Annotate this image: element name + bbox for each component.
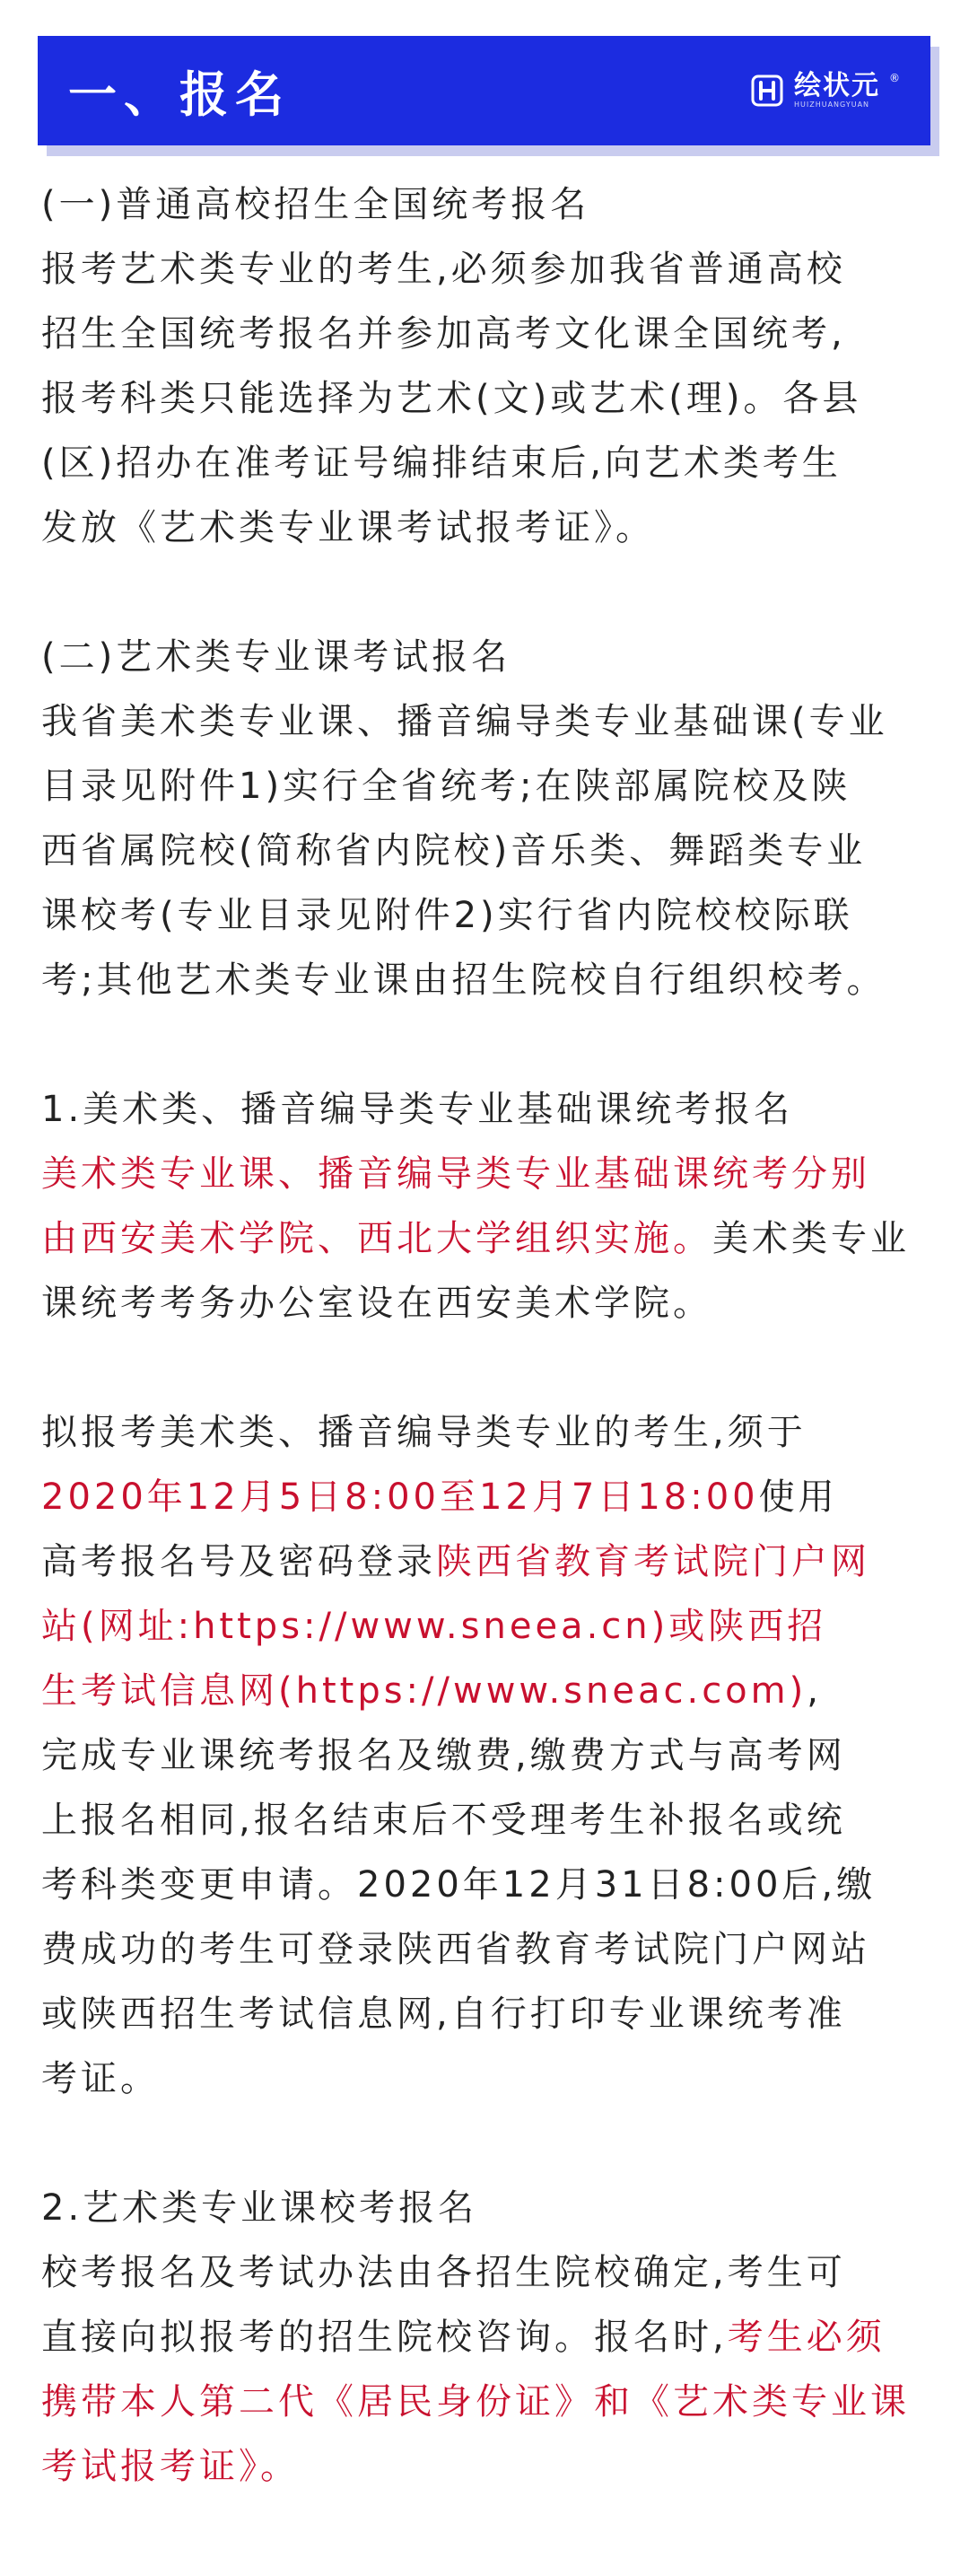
text-line [41, 1271, 930, 1336]
body-text: 目录见附件1)实行全省统考;在陕部属院校及陕 [41, 766, 851, 807]
body-text: 1.美术类、播音编导类专业基础课统考报名 [41, 1089, 794, 1130]
text-line [41, 1529, 930, 1594]
highlight-text: 陕西省教育考试院门户网 [436, 1541, 870, 1582]
page-title: 一、报名 [68, 66, 291, 123]
body-text: , [807, 1670, 822, 1712]
text-line [41, 302, 930, 366]
text-line [41, 1077, 930, 1142]
brand-subtitle: HUIZHUANGYUAN [794, 101, 870, 109]
body-text: 高考报名号及密码登录 [41, 1541, 436, 1582]
body-text: 报考艺术类专业的考生,必须参加我省普通高校 [41, 249, 846, 290]
text-line [41, 172, 930, 237]
highlight-text: 生考试信息网(https://www.sneac.com) [41, 1670, 808, 1712]
body-text: (区)招办在准考证号编排结束后,向艺术类考生 [41, 442, 842, 484]
body-text: 考科类变更申请。2020年12月31日8:00后,缴 [41, 1864, 877, 1906]
highlight-text: 考生必须 [727, 2317, 886, 2358]
body-text: 上报名相同,报名结束后不受理考生补报名或统 [41, 1800, 846, 1841]
paragraph-gap [41, 2111, 930, 2176]
paragraph [41, 172, 930, 560]
text-line [41, 237, 930, 302]
body-text: 考;其他艺术类专业课由招生院校自行组织校考。 [41, 959, 886, 1001]
highlight-text: 站(网址:https://www.sneea.cn)或陕西招 [41, 1606, 827, 1647]
text-line [41, 1142, 930, 1206]
paragraph [41, 1400, 930, 2111]
brand-name: 绘状元 [794, 70, 880, 101]
body-text: 直接向拟报考的招生院校咨询。报名时, [41, 2317, 728, 2358]
paragraph [41, 2176, 930, 2499]
text-line [41, 2305, 930, 2370]
text-line [41, 883, 930, 948]
text-line [41, 1400, 930, 1465]
highlight-text: 考试报考证》。 [41, 2446, 300, 2487]
body-text: 完成专业课统考报名及缴费,缴费方式与高考网 [41, 1735, 846, 1776]
text-line [41, 495, 930, 560]
body-text: (二)艺术类专业课考试报名 [41, 636, 511, 678]
text-line [41, 1206, 930, 1271]
section-header [38, 36, 930, 145]
highlight-text: 携带本人第二代《居民身份证》和《艺术类专业课 [41, 2381, 910, 2423]
text-line [41, 2434, 930, 2499]
text-line [41, 1917, 930, 1982]
body-text: 费成功的考生可登录陕西省教育考试院门户网站 [41, 1929, 870, 1970]
highlight-text: 由西安美术学院、西北大学组织实施。 [41, 1218, 712, 1259]
paragraph [41, 1077, 930, 1336]
text-line [41, 431, 930, 495]
text-line [41, 2046, 930, 2111]
body-text: 校考报名及考试办法由各招生院校确定,考生可 [41, 2252, 846, 2293]
text-line [41, 625, 930, 689]
paragraph [41, 625, 930, 1012]
body-text: 美术类专业 [712, 1218, 910, 1259]
body-text: 考证。 [41, 2058, 160, 2099]
text-line [41, 1594, 930, 1659]
body-text: 西省属院校(简称省内院校)音乐类、舞蹈类专业 [41, 830, 867, 872]
text-line [41, 1723, 930, 1788]
text-line [41, 754, 930, 819]
text-line [41, 1465, 930, 1529]
text-line [41, 689, 930, 754]
highlight-text: 美术类专业课、播音编导类专业基础课统考分别 [41, 1153, 870, 1195]
body-text: 我省美术类专业课、播音编导类专业基础课(专业 [41, 701, 888, 742]
text-line [41, 1853, 930, 1917]
body-text: 拟报考美术类、播音编导类专业的考生,须于 [41, 1412, 807, 1453]
text-line [41, 366, 930, 431]
paragraph-gap [41, 560, 930, 625]
body-text: 报考科类只能选择为艺术(文)或艺术(理)。各县 [41, 378, 862, 419]
paragraph-gap [41, 1336, 930, 1400]
text-line [41, 819, 930, 883]
text-line [41, 1659, 930, 1723]
text-line [41, 1788, 930, 1853]
registered-mark: ® [889, 72, 900, 84]
header-banner [38, 36, 930, 145]
body-text: 使用 [758, 1476, 838, 1518]
body-text: (一)普通高校招生全国统考报名 [41, 184, 590, 225]
body-text: 招生全国统考报名并参加高考文化课全国统考, [41, 313, 846, 355]
text-line [41, 2370, 930, 2434]
text-line [41, 948, 930, 1012]
body-text: 课校考(专业目录见附件2)实行省内院校校际联 [41, 895, 853, 936]
body-text: 2.艺术类专业课校考报名 [41, 2187, 478, 2229]
brand-logo-group [749, 72, 900, 110]
body-text: 发放《艺术类专业课考试报考证》。 [41, 507, 655, 548]
text-line [41, 2240, 930, 2305]
body-text: 课统考考务办公室设在西安美术学院。 [41, 1283, 712, 1324]
body-text: 或陕西招生考试信息网,自行打印专业课统考准 [41, 1993, 846, 2035]
highlight-text: 2020年12月5日8:00至12月7日18:00 [41, 1476, 759, 1518]
text-line [41, 1982, 930, 2046]
brand-text-group [794, 72, 880, 110]
text-line [41, 2176, 930, 2240]
brand-logo-icon [749, 73, 785, 109]
article-body [41, 172, 930, 2499]
paragraph-gap [41, 1012, 930, 1077]
